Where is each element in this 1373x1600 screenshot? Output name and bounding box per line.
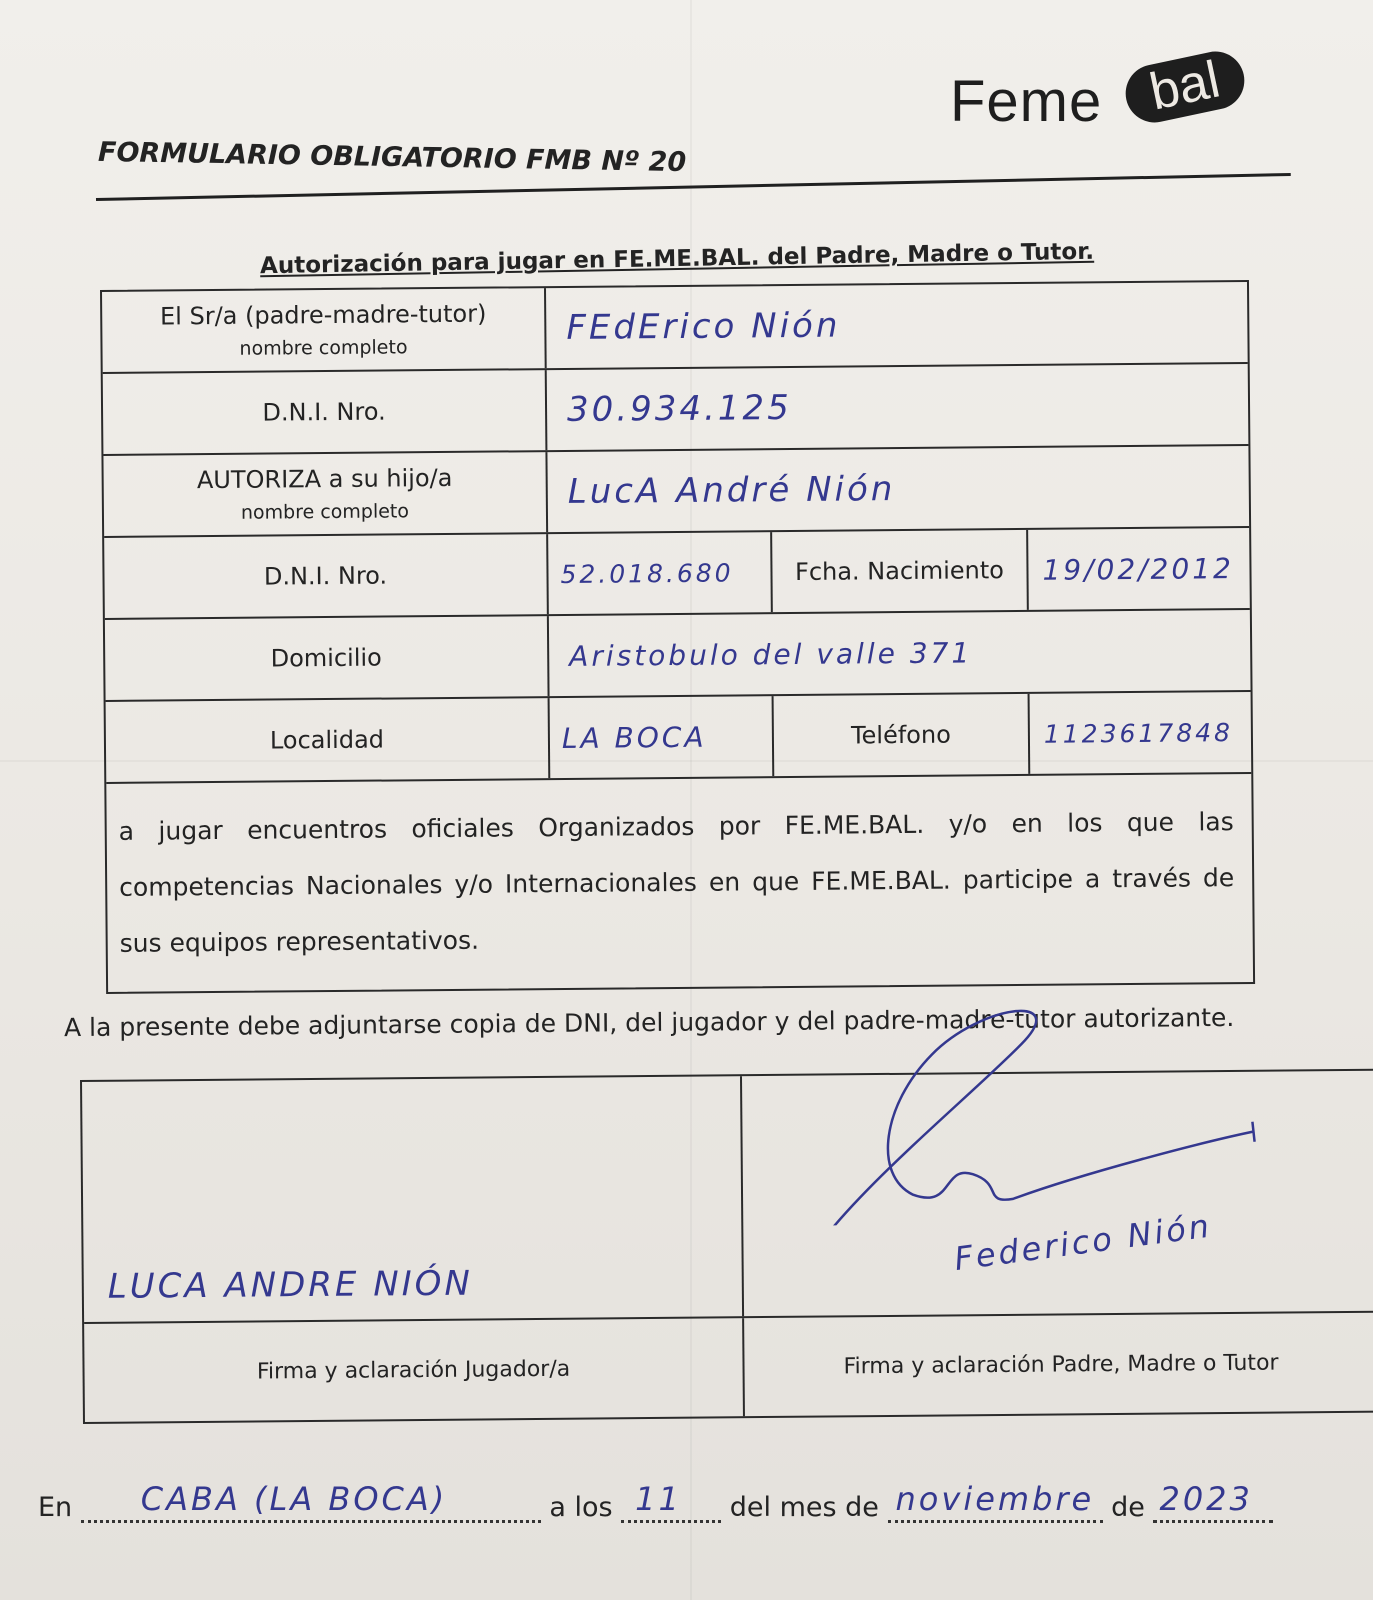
phone-value: 1123617848 bbox=[1043, 717, 1234, 749]
month-value: noviembre bbox=[895, 1480, 1095, 1518]
cell-city-label bbox=[106, 698, 549, 782]
row-city bbox=[106, 690, 1252, 782]
cell-parent-name[interactable] bbox=[544, 282, 1248, 368]
logo-text: Feme bbox=[950, 69, 1103, 134]
row-parent-dni bbox=[103, 362, 1249, 454]
parent-signature-flourish-icon bbox=[781, 981, 1373, 1226]
attachment-note: A la presente debe adjuntarse copia de DNI, del jugador y del padre-madre-tutor autorizante. bbox=[63, 1002, 1235, 1043]
signature-label-row bbox=[84, 1313, 1373, 1422]
cell-parent-dni[interactable] bbox=[545, 364, 1249, 450]
parent-name-value: FEdErico Nión bbox=[566, 305, 841, 348]
city-label: Localidad bbox=[269, 725, 385, 755]
row-parent-name bbox=[102, 282, 1248, 372]
cell-parent-label bbox=[102, 288, 545, 372]
cell-parent-dni-label bbox=[103, 370, 546, 454]
place-value: CABA (LA BOCA) bbox=[140, 1480, 448, 1518]
day-value: 11 bbox=[635, 1480, 682, 1518]
parent-dni-label: D.N.I. Nro. bbox=[262, 397, 386, 427]
parent-signature-label: Firma y aclaración Padre, Madre o Tutor bbox=[843, 1350, 1279, 1379]
title-rule bbox=[96, 173, 1291, 201]
cell-birth-label bbox=[770, 530, 1027, 612]
cell-child-name[interactable] bbox=[545, 446, 1249, 532]
cell-address[interactable] bbox=[547, 610, 1251, 696]
cell-city[interactable] bbox=[548, 696, 773, 778]
child-sublabel: nombre completo bbox=[240, 500, 410, 524]
row-child-dni bbox=[104, 526, 1250, 618]
address-value: Aristobulo del valle 371 bbox=[569, 635, 973, 673]
parent-label: El Sr/a (padre-madre-tutor) bbox=[159, 299, 487, 331]
parent-signature-area[interactable] bbox=[742, 1071, 1373, 1317]
cell-phone[interactable] bbox=[1028, 692, 1252, 774]
child-dni-value: 52.018.680 bbox=[560, 557, 734, 589]
child-name-value: LucA André Nión bbox=[567, 469, 896, 512]
day-field[interactable] bbox=[621, 1480, 721, 1523]
player-signature-label: Firma y aclaración Jugador/a bbox=[84, 1318, 745, 1422]
authorization-table bbox=[100, 280, 1255, 994]
birth-label: Fcha. Nacimiento bbox=[794, 556, 1005, 586]
month-field[interactable] bbox=[888, 1480, 1103, 1523]
footer-de-label: de bbox=[1111, 1492, 1145, 1523]
footer-en-label: En bbox=[38, 1492, 73, 1523]
row-address bbox=[105, 608, 1251, 700]
phone-label: Teléfono bbox=[850, 720, 951, 750]
city-value: LA BOCA bbox=[561, 720, 707, 755]
cell-child-label bbox=[103, 452, 546, 536]
row-child-name bbox=[103, 444, 1249, 536]
date-place-line bbox=[38, 1480, 1273, 1523]
cell-child-dni[interactable] bbox=[546, 532, 771, 614]
parent-dni-value: 30.934.125 bbox=[566, 387, 792, 430]
place-field[interactable] bbox=[81, 1480, 541, 1523]
player-signature-name: LUCA ANDRE NIÓN bbox=[107, 1263, 474, 1307]
form-title: FORMULARIO OBLIGATORIO FMB Nº 20 bbox=[97, 136, 687, 179]
year-field[interactable] bbox=[1153, 1480, 1273, 1523]
footer-mes-label: del mes de bbox=[729, 1492, 879, 1523]
footer-a-los-label: a los bbox=[549, 1492, 613, 1523]
year-value: 2023 bbox=[1159, 1480, 1253, 1518]
form-subtitle: Autorización para jugar en FE.ME.BAL. del Padre, Madre o Tutor. bbox=[259, 238, 1095, 280]
femebal-logo bbox=[950, 30, 1280, 140]
child-label: AUTORIZA a su hijo/a bbox=[196, 463, 453, 495]
parent-signature-name: Federico Nión bbox=[952, 1206, 1214, 1279]
cell-phone-label bbox=[772, 694, 1029, 776]
authorization-paragraph: a jugar encuentros oficiales Organizados por FE.ME.BAL. y/o en los que las competencias Nacionales y/o Internacionales en que FE.ME.BAL. participe a través de sus equipos representativos. bbox=[106, 772, 1253, 992]
child-dni-label: D.N.I. Nro. bbox=[263, 561, 388, 591]
cell-birth-date[interactable] bbox=[1026, 528, 1250, 610]
cell-child-dni-label bbox=[104, 534, 547, 618]
signature-table bbox=[80, 1069, 1373, 1424]
address-label: Domicilio bbox=[270, 643, 382, 673]
logo-pill: bal bbox=[1120, 46, 1249, 128]
cell-address-label bbox=[105, 616, 548, 700]
parent-sublabel: nombre completo bbox=[239, 336, 408, 360]
signature-area-row bbox=[82, 1071, 1373, 1324]
player-signature-area[interactable] bbox=[82, 1076, 744, 1322]
birth-date-value: 19/02/2012 bbox=[1042, 551, 1235, 587]
